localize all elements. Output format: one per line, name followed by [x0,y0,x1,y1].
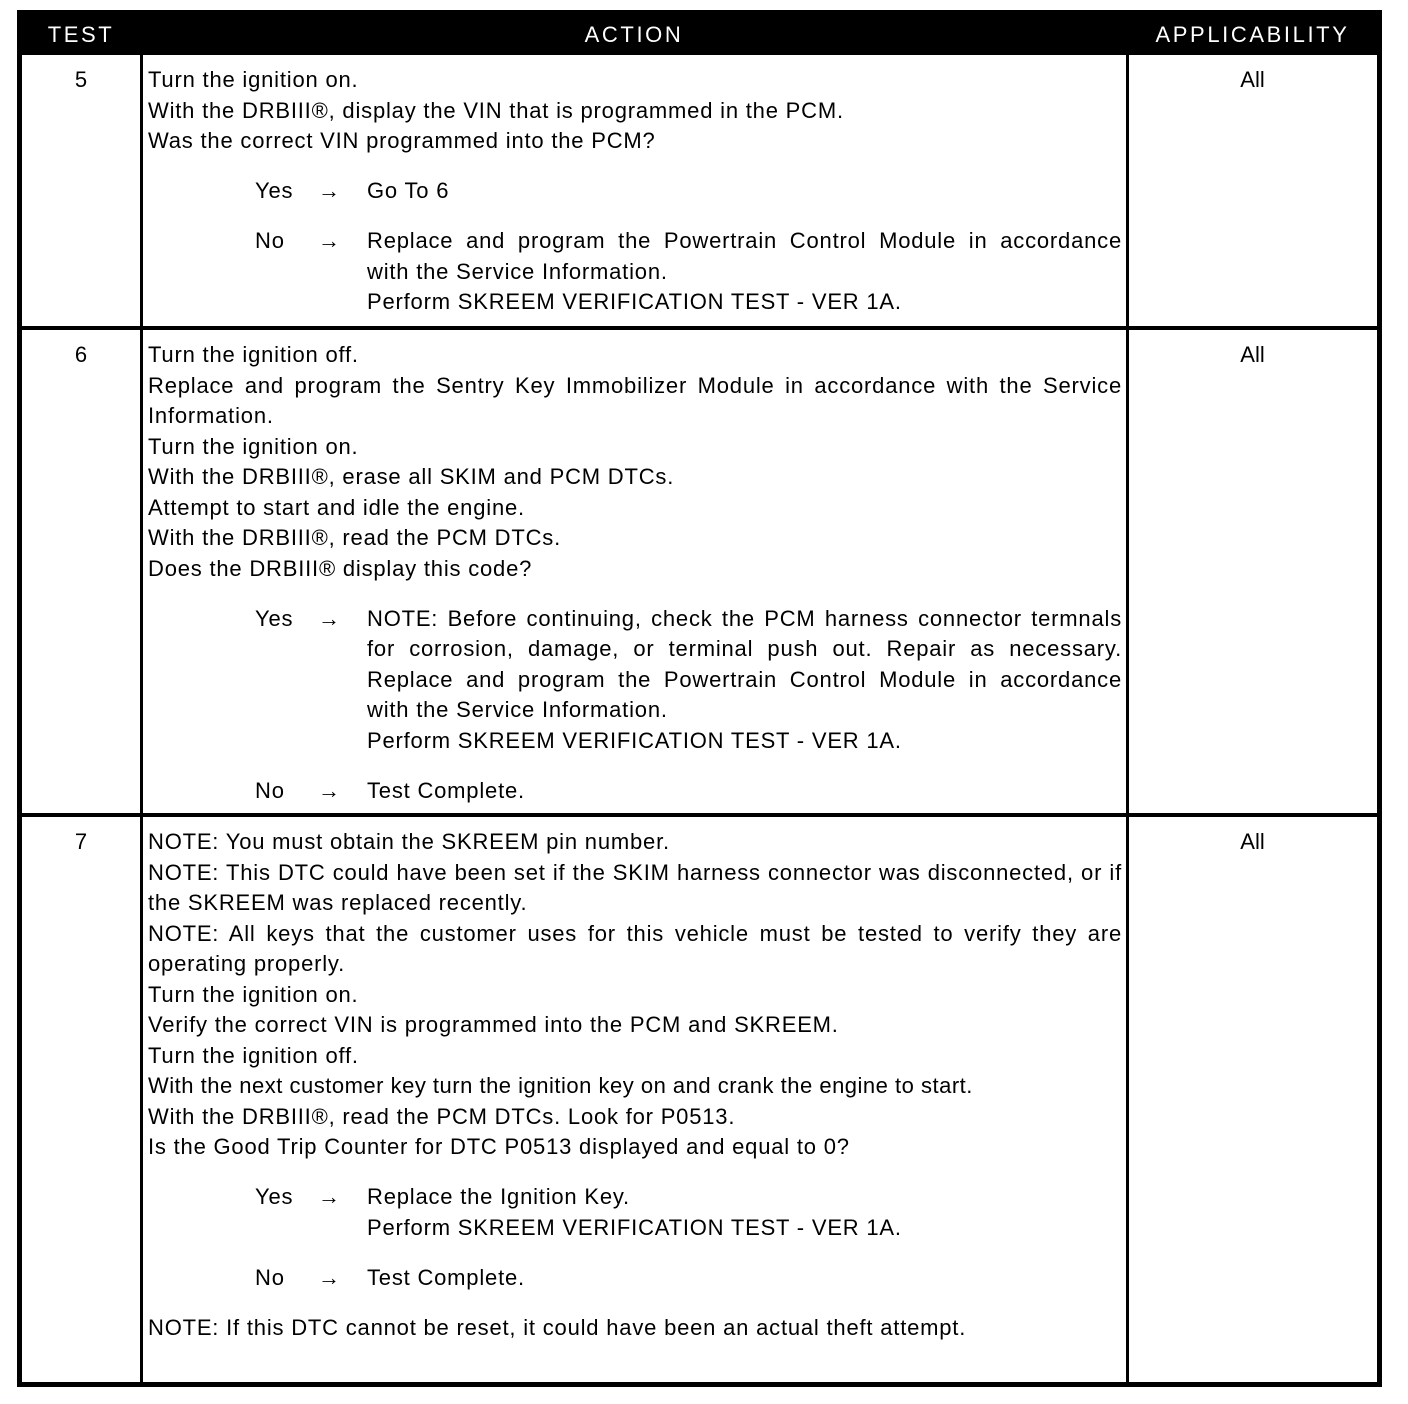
action-step: With the DRBIII®, read the PCM DTCs. Look for P0513. [148,1103,736,1129]
action-step: Does the DRBIII® display this code? [148,555,533,581]
action-step: Verify the correct VIN is programmed into the PCM and SKREEM. [148,1012,839,1037]
action-step: Was the correct VIN programmed into the PCM? [148,128,656,153]
no-branch [148,776,1122,807]
branch-text: Go To 6 [367,178,450,203]
test-number: 6 [74,342,88,367]
branch-text: Test Complete. [367,777,525,803]
footnote: NOTE: If this DTC cannot be reset, it could have been an actual theft attempt. [148,1314,967,1340]
action-step: Turn the ignition off. [148,342,359,367]
action-step: Replace and program the Sentry Key Immobilizer Module in accordance with the Service Information. [148,372,1122,428]
table-row-test-7 [22,817,1377,1382]
header-test: TEST [47,22,115,47]
action-step: Turn the ignition on. [148,67,359,92]
action-step: With the DRBIII®, display the VIN that is programmed in the PCM. [148,97,844,123]
no-branch [148,1263,1122,1294]
arrow-icon: → [318,178,341,203]
yes-branch [148,604,1122,757]
applicability-value: All [1240,342,1265,367]
branch-text: Replace and program the Powertrain Control Module in accordance with the Service Information. [367,228,1122,284]
header-applicability: APPLICABILITY [1155,22,1350,47]
header-action: ACTION [584,22,684,47]
no-label: No [255,1264,285,1290]
yes-branch [148,176,1122,207]
table-header [22,15,1377,55]
action-step: NOTE: All keys that the customer uses for this vehicle must be tested to verify they are operating properly. [148,920,1122,976]
test-number: 7 [74,829,88,854]
action-step: NOTE: This DTC could have been set if the SKIM harness connector was disconnected, or if the SKREEM was replaced recently. [148,859,1122,915]
action-step: NOTE: You must obtain the SKREEM pin number. [148,829,670,854]
action-step: Is the Good Trip Counter for DTC P0513 displayed and equal to 0? [148,1134,850,1159]
arrow-icon: → [318,1184,341,1209]
branch-text: Perform SKREEM VERIFICATION TEST - VER 1A. [367,727,902,753]
no-label: No [255,777,285,803]
arrow-icon: → [318,1264,341,1290]
test-number: 5 [74,67,88,92]
yes-label: Yes [255,1184,294,1209]
arrow-icon: → [318,605,341,631]
action-cell [148,340,1122,806]
no-branch [148,226,1122,318]
branch-text: Test Complete. [367,1264,525,1290]
branch-text: NOTE: Before continuing, check the PCM harness connector termnals for corrosion, damage, or terminal push out. Repair as necessary. Replace and program the Powertrain Control Module in accordance with the Service Information. [367,605,1122,722]
action-step: With the next customer key turn the ignition key on and crank the engine to start. [148,1073,973,1098]
no-label: No [255,228,285,253]
yes-label: Yes [255,178,294,203]
action-step: Turn the ignition on. [148,433,359,459]
action-step: With the DRBIII®, read the PCM DTCs. [148,525,561,550]
action-step: With the DRBIII®, erase all SKIM and PCM DTCs. [148,464,675,489]
yes-branch [148,1182,1122,1243]
diagnostic-test-table [17,10,1382,1387]
action-cell [148,65,1122,318]
branch-text: Perform SKREEM VERIFICATION TEST - VER 1A. [367,1214,902,1240]
yes-label: Yes [255,605,294,631]
arrow-icon: → [318,777,341,803]
table-row-test-5 [22,55,1377,326]
action-cell [148,827,1122,1343]
table-row-test-6 [22,330,1377,813]
action-step: Attempt to start and idle the engine. [148,494,525,520]
arrow-icon: → [318,228,341,253]
branch-text: Replace the Ignition Key. [367,1184,630,1209]
applicability-value: All [1240,67,1265,92]
branch-text: Perform SKREEM VERIFICATION TEST - VER 1A. [367,289,902,314]
applicability-value: All [1240,829,1265,854]
action-step: Turn the ignition off. [148,1042,359,1068]
action-step: Turn the ignition on. [148,981,359,1007]
